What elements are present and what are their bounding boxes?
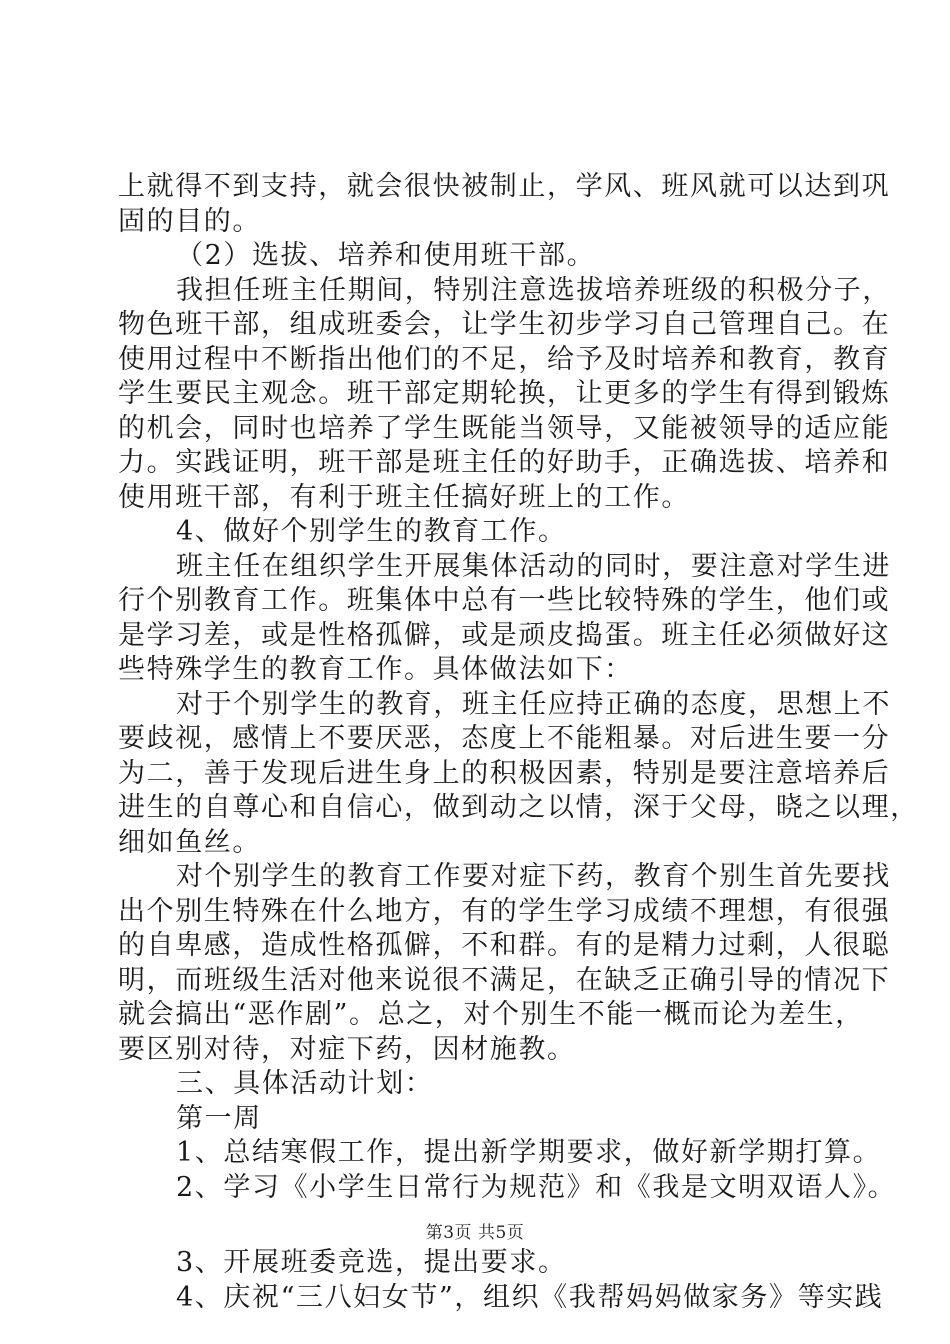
text-line: 我担任班主任期间，特别注意选拔培养班级的积极分子， [176,274,891,306]
text-line: 对于个别学生的教育，班主任应持正确的态度，思想上不 [176,688,891,720]
text-line: 对个别学生的教育工作要对症下药，教育个别生首先要找 [176,861,891,892]
text-line: 物色班干部，组成班委会，让学生初步学习自己管理自己。在 [118,309,891,340]
text-line: 明，而班级生活对他来说很不满足，在缺乏正确引导的情况下 [118,964,891,996]
text-line: 班主任在组织学生开展集体活动的同时，要注意对学生进 [176,550,891,582]
text-line: 行个别教育工作。班集体中总有一些比较特殊的学生，他们或 [118,585,891,616]
text-line: 细如鱼丝。 [118,826,261,858]
text-line: 4、做好个别学生的教育工作。 [176,516,567,547]
text-line: 力。实践证明，班干部是班主任的好助手，正确选拔、培养和 [118,447,891,478]
text-line: 4、庆祝“三八妇女节”，组织《我帮妈妈做家务》等实践 [176,1281,884,1313]
text-line: 固的目的。 [118,205,261,237]
text-line: 进生的自尊心和自信心，做到动之以情，深于父母，晓之以理， [118,792,919,823]
text-line: 1、总结寒假工作，提出新学期要求，做好新学期打算。 [176,1137,882,1168]
text-line: 上就得不到支持，就会很快被制止，学风、班风就可以达到巩 [118,171,891,202]
text-line: 是学习差，或是性格孤僻，或是顽皮捣蛋。班主任必须做好这 [118,619,891,651]
text-line: 就会搞出“恶作剧”。总之，对个别生不能一概而论为差生， [118,999,864,1030]
text-line: 学生要民主观念。班干部定期轮换，让更多的学生有得到锻炼 [118,378,891,409]
text-line: （2）选拔、培养和使用班干部。 [176,240,596,271]
text-line: 三、具体活动计划： [176,1068,434,1099]
text-line: 的自卑感，造成性格孤僻，不和群。有的是精力过剩，人很聪 [118,930,891,961]
text-line: 第一周 [176,1102,262,1134]
text-line: 些特殊学生的教育工作。具体做法如下： [118,654,633,685]
text-line: 3、开展班委竞选，提出要求。 [176,1247,567,1278]
text-line: 要歧视，感情上不要厌恶，态度上不能粗暴。对后进生要一分 [118,723,891,754]
page-footer: 第3页 共5页 [425,1223,525,1243]
text-line: 的机会，同时也培养了学生既能当领导，又能被领导的适应能 [118,412,891,444]
document-body [118,170,919,1315]
text-line: 使用过程中不断指出他们的不足，给予及时培养和教育，教育 [118,343,891,375]
text-line: 2、学习《小学生日常行为规范》和《我是文明双语人》。 [176,1171,897,1203]
text-line: 使用班干部，有利于班主任搞好班上的工作。 [118,481,690,513]
text-line: 要区别对待，对症下药，因材施教。 [118,1033,576,1065]
text-line: 为二，善于发现后进生身上的积极因素，特别是要注意培养后 [118,757,891,789]
text-line: 出个别生特殊在什么地方，有的学生学习成绩不理想，有很强 [118,895,891,927]
